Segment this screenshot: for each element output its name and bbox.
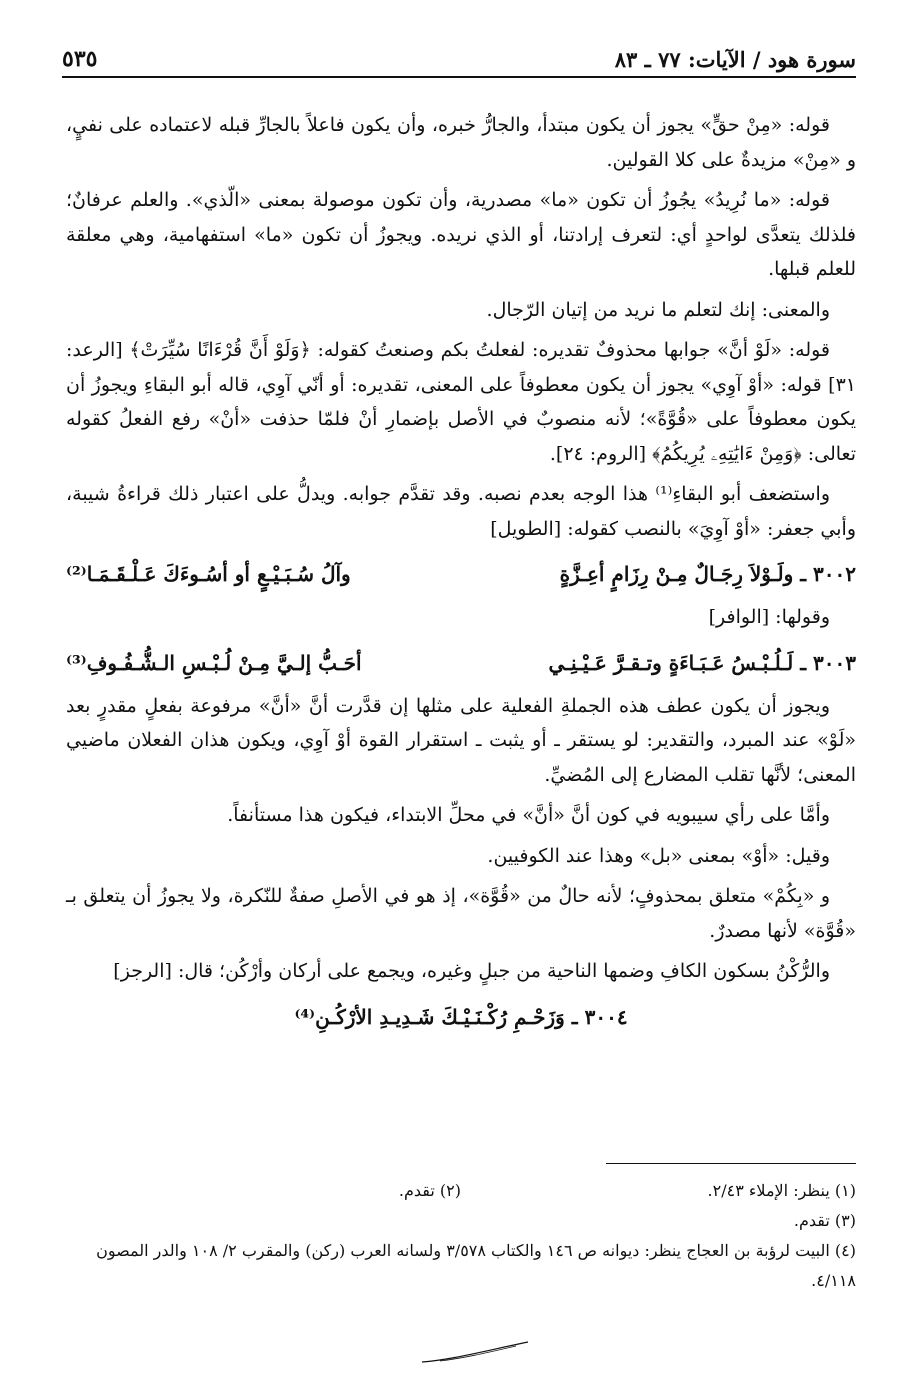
- paragraph: والرُّكْنُ بسكون الكافِ وضمها الناحية من جبلٍ وغيره، ويجمع على أركان وأرْكُن؛ قال: [الرجز]: [113, 960, 830, 982]
- paragraph: قوله: «ما نُرِيدُ» يجُوزُ أن تكون «ما» مصدرية، وأن تكون موصولة بمعنى «الّذي». والعلم عرفانٌ؛ فلذلك يتعدَّى لواحدٍ أي: لتعرف إرادتنا، أو الذي نريده. ويجوزُ أن تكون «ما» استفهامية، وهي معلقة للعلم قبلها.: [66, 189, 856, 280]
- page-number: ٥٣٥: [62, 46, 98, 72]
- paragraph: وقيل: «أوْ» بمعنى «بل» وهذا عند الكوفيين.: [487, 844, 830, 867]
- ornament-flourish-icon: [420, 1338, 530, 1366]
- footnote-row: [66, 1176, 856, 1206]
- poetry-verse: [66, 641, 856, 685]
- paragraph: واستضعف أبو البقاءِ⁽¹⁾ هذا الوجه بعدم نصبه. وقد تقدَّم جوابه. ويدلُّ على اعتبار ذلك قراءةُ شيبة، وأبي جعفر: «أوْ آوِيَ» بالنصب كقوله: [الطويل]: [66, 483, 856, 540]
- main-text: [66, 108, 856, 1043]
- verse-line: ٣٠٠٤ ـ وَزَحْـمِ رُكْـنَـيْـكَ شَـدِيـدِ الأرْكُـنِ⁽⁴⁾: [294, 1004, 628, 1029]
- paragraph: وقولها: [الوافر]: [708, 606, 830, 628]
- verse-second-hemistich: أحَـبُّ إلـيَّ مِـنْ لُـبْـسِ الـشُّـفُـوفِ⁽³⁾: [66, 650, 362, 675]
- footnote-1: (١) ينظر: الإملاء ٢/٤٣.: [707, 1181, 856, 1200]
- paragraph: والمعنى: إنك لتعلم ما نريد من إتيان الرّجال.: [486, 298, 830, 321]
- paragraph: قوله: «مِنْ حقٍّ» يجوز أن يكون مبتدأ، والجارُّ خبره، وأن يكون فاعلاً بالجارِّ قبله لاعتماده على نفيٍ، و «مِنْ» مزيدةٌ على كلا القولين.: [66, 114, 856, 171]
- header-title: سورة هود / الآيات: ٧٧ ـ ٨٣: [614, 47, 856, 72]
- footnote-3: (٣) تقدم.: [793, 1211, 856, 1230]
- verse-first-hemistich: ٣٠٠٣ ـ لَـلُـبْـسُ عَـبَـاءَةٍ وتـقـرَّ عَـيْـنِـي: [548, 650, 856, 675]
- footnote-4: (٤) البيت لرؤبة بن العجاج ينظر: ديوانه ص ١٤٦ والكتاب ٣/٥٧٨ ولسانه العرب (ركن) والمقرب ٢/ ١٠٨ والدر المصون ٤/١١٨.: [96, 1241, 856, 1290]
- footnote-divider: [606, 1163, 856, 1164]
- verse-second-hemistich: وآلُ سُـبَـيْـعٍ أو أسُـوءَكَ عَـلْـقَـمَـا⁽²⁾: [66, 562, 351, 586]
- paragraph: قوله: «لَوْ أنَّ» جوابها محذوفٌ تقديره: لفعلتُ بكم وصنعتُ كقوله: ﴿وَلَوْ أَنَّ قُرْءَانًا سُيِّرَتْ﴾ [الرعد: ٣١] قوله: «أوْ آوِي» يجوز أن يكون معطوفاً على المعنى، تقديره: أو أنّي آوِي، قاله أبو البقاءِ ويجوزُ أن يكون معطوفاً على «قُوَّةً»؛ لأنه منصوبٌ في الأصل بإضمارِ أنْ فلمّا حذفت «أنْ» رفع الفعلُ كقوله تعالى: ﴿وَمِنْ ءَايَٰتِهِۦ يُرِيكُمُ﴾ [الروم: ٢٤].: [66, 339, 856, 465]
- paragraph: ويجوز أن يكون عطف هذه الجملةِ الفعلية على مثلها إن قدَّرت أنَّ «أنَّ» مرفوعة بفعلٍ مقدرٍ بعد «لَوْ» عند المبرد، والتقدير: لو يستقر ـ أو يثبت ـ استقرار القوة أوْ آوِي، ويكون هذان الفعلان ماضيي المعنى؛ لأنَّها تقلب المضارع إلى المُضيِّ.: [66, 694, 856, 786]
- running-header: [62, 30, 856, 78]
- footnotes: [66, 1176, 856, 1296]
- verse-first-hemistich: ٣٠٠٢ ـ ولَـوْلاَ رِجَـالٌ مِـنْ رِزَامٍ أعِـزَّةٍ: [559, 562, 856, 586]
- poetry-verse: [66, 995, 856, 1039]
- paragraph: و «بِكُمْ» متعلق بمحذوفٍ؛ لأنه حالٌ من «قُوَّة»، إذ هو في الأصلِ صفةٌ للنّكرة، ولا يجوزُ أن يتعلق بـ «قُوَّة» لأنها مصدرٌ.: [66, 885, 856, 942]
- footnote-2: (٢) تقدم.: [398, 1181, 461, 1200]
- paragraph: وأمَّا على رأي سيبويه في كون أنَّ «أنَّ» في محلِّ الابتداء، فيكون هذا مستأنفاً.: [227, 804, 830, 826]
- poetry-verse: [66, 552, 856, 596]
